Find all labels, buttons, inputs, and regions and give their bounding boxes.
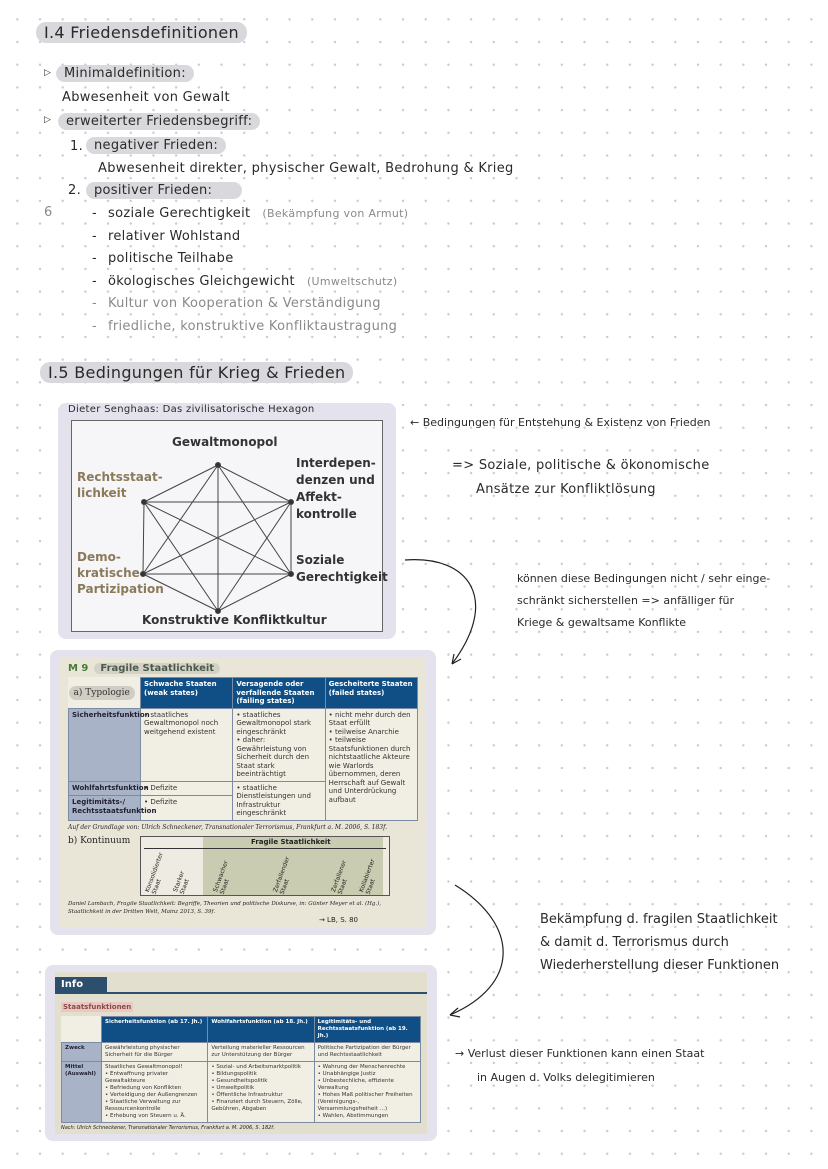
continuum-label: Zerfallener Staat xyxy=(330,859,349,895)
positive-item-row xyxy=(92,206,408,221)
m9-cell: • staatliche Dienstleistungen und Infrastruktur eingeschränkt xyxy=(233,781,325,820)
hex-label-right-top: Interdepen- denzen und Affekt- kontrolle xyxy=(296,456,376,521)
positive-item: friedliche, konstruktive Konfliktaustragung xyxy=(108,318,398,334)
info-cell: Staatliches Gewaltmonopol! • Entwaffnung privater Gewaltakteure • Befriedung von Konflikten • Verteidigung der Außengrenzen • Staatliche Verwaltung zur Ressourcenkontrolle • Erhebung von Steuern u. Ä. xyxy=(102,1062,208,1123)
m9-cell: • Defizite xyxy=(141,796,233,820)
hexagon-node xyxy=(216,463,221,468)
m9-header: Versagende oder verfallende Staaten (failing states) xyxy=(233,678,325,709)
positive-item: ökologisches Gleichgewicht xyxy=(108,273,295,289)
m9-photo xyxy=(60,657,426,928)
info-tab: Info xyxy=(55,977,107,992)
continuum-label: Zerfallender Staat xyxy=(272,855,292,895)
m9-typology-table xyxy=(68,677,418,821)
fragile-band-label: Fragile Staatlichkeit xyxy=(251,837,331,846)
continuum-label: Schwacher Staat xyxy=(212,859,231,895)
m9-title: Fragile Staatlichkeit xyxy=(94,663,220,674)
info-row-label: Zweck xyxy=(62,1043,102,1062)
hexagon-caption: Dieter Senghaas: Das zivilisatorische Hexagon xyxy=(68,404,315,415)
positive-item-row xyxy=(92,319,397,334)
positive-item-note: (Bekämpfung von Armut) xyxy=(262,207,409,220)
hexagon-card xyxy=(58,403,396,639)
hex-label-left-bottom: Demo- kratische Partizipation xyxy=(77,550,164,596)
note-conditions: ← Bedingungen für Entstehung & Existenz von Frieden xyxy=(410,416,711,429)
m9-badge: M 9 xyxy=(68,663,89,674)
positive-label: positiver Frieden: xyxy=(86,182,242,199)
m9-typology-label: a) Typologie xyxy=(69,686,135,700)
m9-source-a: Auf der Grundlage von: Ulrich Schneckener, Transnationaler Terrorismus, Frankfurt a. M. 2006, S. 183f. xyxy=(68,823,388,831)
section-title-friedensdefinitionen: I.4 Friedensdefinitionen xyxy=(36,22,247,43)
section-title-bedingungen: I.5 Bedingungen für Krieg & Frieden xyxy=(40,362,353,383)
note-line: Kriege & gewaltsame Konflikte xyxy=(517,616,686,629)
info-cell: • Wahrung der Menschenrechte • Unabhängige Justiz • Unbestechliche, effiziente Verwaltung • Hohes Maß politischer Freiheiten (Vereinigungs-, Versammlungsfreiheit ...) • Wahlen, Abstimmungen xyxy=(314,1062,420,1123)
m9-row-label: Sicherheitsfunktion xyxy=(69,708,141,781)
hexagon-edge xyxy=(218,574,291,611)
hex-label-right-bottom: Soziale Gerechtigkeit xyxy=(296,553,388,584)
continuum-label: Konsolidierter Staat xyxy=(144,851,165,895)
note-line: & damit d. Terrorismus durch xyxy=(540,935,729,950)
note-line: Wiederherstellung dieser Funktionen xyxy=(540,958,780,973)
note-line: Bekämpfung d. fragilen Staatlichkeit xyxy=(540,912,778,927)
info-cell: Gewährleistung physischer Sicherheit für die Bürger xyxy=(102,1043,208,1062)
hex-label-left-top: Rechtsstaat- lichkeit xyxy=(77,470,163,500)
hexagon-lines xyxy=(72,421,384,633)
continuum-arrow xyxy=(144,848,386,849)
dash-bullet-icon: - xyxy=(92,273,97,289)
note-line: schränkt sicherstellen => anfälliger für xyxy=(517,594,734,607)
info-header: Legitimitäts- und Rechtsstaatsfunktion (ab 19. Jh.) xyxy=(314,1017,420,1043)
positive-number: 2. xyxy=(68,183,82,198)
m9-card xyxy=(50,650,436,935)
positive-item-row xyxy=(92,296,381,311)
hexagon-node xyxy=(289,500,294,505)
info-row-label: Mittel (Auswahl) xyxy=(62,1062,102,1123)
info-header: Sicherheitsfunktion (ab 17. Jh.) xyxy=(102,1017,208,1043)
m9-cell: • staatliches Gewaltmonopol noch weitgehend existent xyxy=(141,708,233,781)
note-line: → Verlust dieser Funktionen kann einen Staat xyxy=(455,1047,705,1060)
continuum-label: Kollabierter Staat xyxy=(358,857,377,895)
info-tab-bar xyxy=(55,972,427,994)
m9-continuum-label: b) Kontinuum xyxy=(68,835,131,846)
m9-source-b: Daniel Lambach, Fragile Staatlichkeit: Begriffe, Theorien und politische Diskurse, in: Günter Meyer et al. (Hg.), Staatlichkeit in der Dritten Welt, Mainz 2013, S. 39f. xyxy=(68,900,382,915)
continuum-label: Starker Staat xyxy=(172,869,191,895)
info-table xyxy=(61,1016,421,1123)
m9-continuum-box xyxy=(140,836,390,896)
note-approaches-1: => Soziale, politische & ökonomische xyxy=(452,458,710,473)
m9-row-label: Legitimitäts-/ Rechtsstaatsfunktion xyxy=(69,796,141,820)
hex-label-bottom: Konstruktive Konfliktkultur xyxy=(142,613,327,627)
dash-bullet-icon: - xyxy=(92,296,97,311)
hex-label-top: Gewaltmonopol xyxy=(172,435,278,449)
positive-item: politische Teilhabe xyxy=(108,251,234,266)
m9-header: Schwache Staaten (weak states) xyxy=(141,678,233,709)
note-approaches-2: Ansätze zur Konfliktlösung xyxy=(476,482,656,497)
m9-cell: • Defizite xyxy=(141,781,233,796)
negative-label: negativer Frieden: xyxy=(86,137,226,154)
m9-cell: • nicht mehr durch den Staat erfüllt • teilweise Anarchie • teilweise Staatsfunktionen durch nichtstaatliche Akteure wie Warlords übernommen, deren Herrschaft auf Gewalt und Unterdrückung aufbaut xyxy=(325,708,417,820)
margin-number: 6 xyxy=(44,205,53,220)
info-header: Wohlfahrtsfunktion (ab 18. Jh.) xyxy=(208,1017,314,1043)
m9-cell: • staatliches Gewaltmonopol stark eingeschränkt • daher: Gewährleistung von Sicherheit durch den Staat stark beeinträchtigt xyxy=(233,708,325,781)
positive-item-row xyxy=(92,229,240,244)
info-cell: Politische Partizipation der Bürger und Rechtsstaatlichkeit xyxy=(314,1043,420,1062)
positive-item-row xyxy=(92,251,234,266)
extended-label: erweiterter Friedensbegriff: xyxy=(58,113,260,130)
note-line: können diese Bedingungen nicht / sehr einge- xyxy=(517,572,771,585)
triangle-bullet-icon: ▷ xyxy=(44,68,52,78)
note-line: in Augen d. Volks delegitimieren xyxy=(477,1071,655,1084)
dash-bullet-icon: - xyxy=(92,206,97,221)
m9-header-row xyxy=(68,663,418,674)
m9-row-label: Wohlfahrtsfunktion xyxy=(69,781,141,796)
info-source: Nach: Ulrich Schneckener, Transnationaler Terrorismus, Frankfurt a. M. 2006, S. 182f. xyxy=(61,1125,275,1131)
negative-number: 1. xyxy=(70,139,84,154)
info-title: Staatsfunktionen xyxy=(63,1003,132,1011)
m9-page-ref: → LB, S. 80 xyxy=(318,915,358,924)
info-photo xyxy=(55,972,427,1134)
hexagon-edge xyxy=(218,502,291,611)
dash-bullet-icon: - xyxy=(92,318,97,334)
dash-bullet-icon: - xyxy=(92,251,97,266)
triangle-bullet-icon: ▷ xyxy=(44,115,52,125)
positive-item: soziale Gerechtigkeit xyxy=(108,206,251,221)
m9-continuum-row xyxy=(68,836,418,896)
minimal-label: Minimaldefinition: xyxy=(56,65,194,82)
minimal-text: Abwesenheit von Gewalt xyxy=(62,90,230,105)
info-cell: • Sozial- und Arbeitsmarktpolitik • Bildungspolitik • Gesundheitspolitik • Umweltpolitik • Öffentliche Infrastruktur • Finanziert durch Steuern, Zölle, Gebühren, Abgaben xyxy=(208,1062,314,1123)
positive-item-row xyxy=(92,274,397,289)
positive-item: relativer Wohlstand xyxy=(108,228,241,244)
info-cell: Verteilung materieller Ressourcen zur Unterstützung der Bürger xyxy=(208,1043,314,1062)
positive-item: Kultur von Kooperation & Verständigung xyxy=(108,296,381,311)
positive-item-note: (Umweltschutz) xyxy=(306,274,398,288)
hexagon-node xyxy=(289,572,294,577)
info-card xyxy=(45,965,437,1141)
hexagon-diagram xyxy=(71,420,388,632)
dash-bullet-icon: - xyxy=(92,228,97,244)
m9-header: Gescheiterte Staaten (failed states) xyxy=(325,678,417,709)
hexagon-edge xyxy=(218,465,291,502)
negative-text: Abwesenheit direkter, physischer Gewalt, Bedrohung & Krieg xyxy=(98,161,514,176)
